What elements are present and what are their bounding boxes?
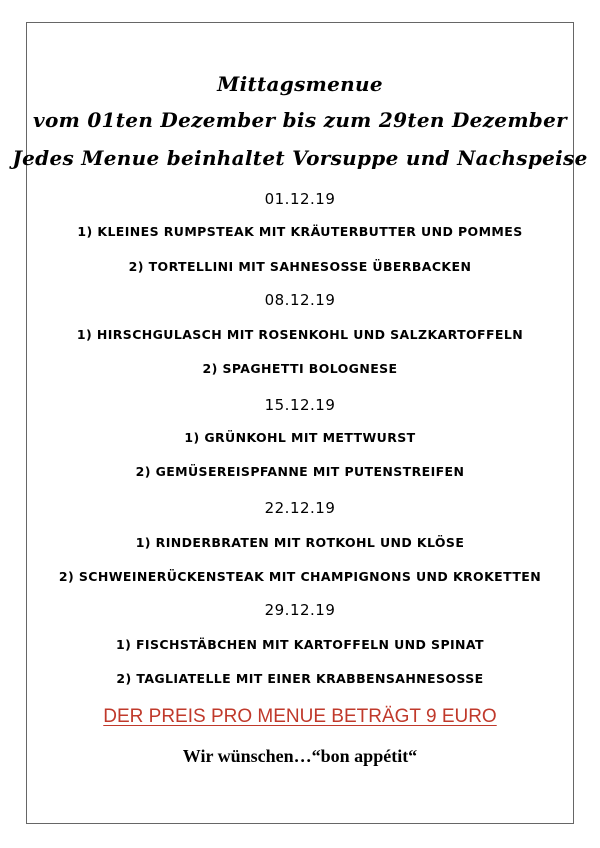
menu-includes: Jedes Menue beinhaltet Vorsuppe und Nachspeise: [12, 146, 588, 170]
week-4-dish-1: 1) RINDERBRATEN MIT ROTKOHL UND KLÖSE: [135, 535, 465, 550]
week-3-dish-1: 1) GRÜNKOHL MIT METTWURST: [184, 430, 416, 445]
week-date-2: 08.12.19: [264, 291, 336, 309]
week-date-4: 22.12.19: [264, 499, 336, 517]
week-5-dish-2: 2) TAGLIATELLE MIT EINER KRABBENSAHNESOSSE: [116, 671, 484, 686]
week-date-3: 15.12.19: [264, 396, 336, 414]
date-range: vom 01ten Dezember bis zum 29ten Dezember: [33, 108, 567, 132]
week-4-dish-2: 2) SCHWEINERÜCKENSTEAK MIT CHAMPIGNONS UND KROKETTEN: [58, 569, 542, 584]
page-frame: [26, 22, 574, 824]
week-1-dish-2: 2) TORTELLINI MIT SAHNESOSSE ÜBERBACKEN: [128, 259, 472, 274]
menu-title: Mittagsmenue: [217, 72, 383, 96]
week-date-5: 29.12.19: [264, 601, 336, 619]
week-3-dish-2: 2) GEMÜSEREISPFANNE MIT PUTENSTREIFEN: [135, 464, 465, 479]
week-2-dish-1: 1) HIRSCHGULASCH MIT ROSENKOHL UND SALZKARTOFFELN: [76, 327, 524, 342]
week-2-dish-2: 2) SPAGHETTI BOLOGNESE: [202, 361, 398, 376]
price-notice: DER PREIS PRO MENUE BETRÄGT 9 EURO: [103, 706, 497, 727]
week-5-dish-1: 1) FISCHSTÄBCHEN MIT KARTOFFELN UND SPINAT: [116, 637, 484, 652]
week-1-dish-1: 1) KLEINES RUMPSTEAK MIT KRÄUTERBUTTER UND POMMES: [77, 224, 523, 239]
week-date-1: 01.12.19: [264, 190, 336, 208]
closing-wish: Wir wünschen…“bon appétit“: [182, 746, 418, 766]
